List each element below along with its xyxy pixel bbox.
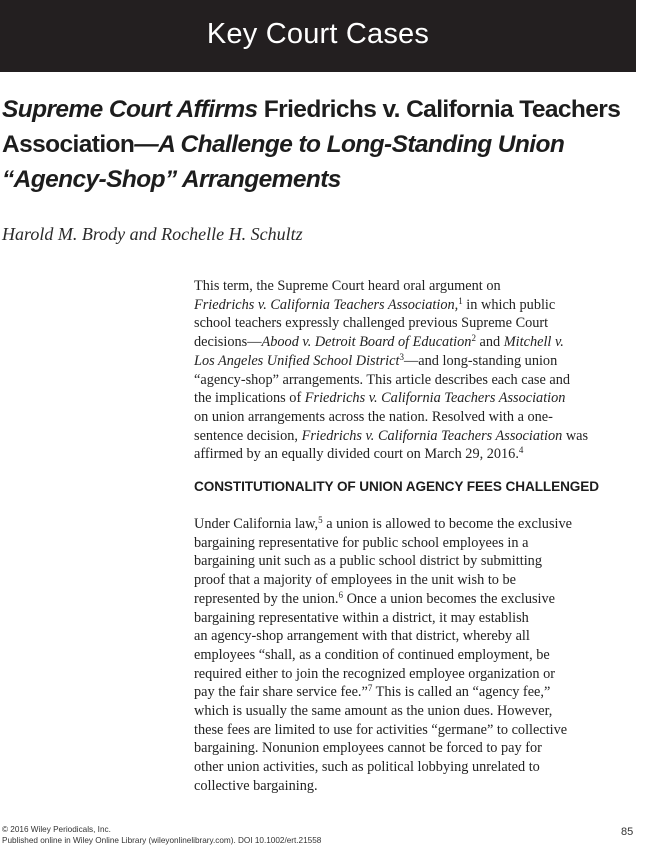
footnote-ref[interactable]: 3 (399, 351, 404, 362)
footnote-ref[interactable]: 5 (318, 515, 323, 525)
title-prefix: Supreme Court Affirms (2, 96, 264, 123)
section-heading: CONSTITUTIONALITY OF UNION AGENCY FEES CHALLENGED (194, 479, 599, 494)
title-subtitle-cont: “Agency-Shop” Arrangements (2, 166, 341, 193)
body-paragraph: Under California law,$^5$ a union is allowed to become the exclusive bargaining representative for public school employees in a bargaining unit such as a public school district by submitting proof that a majority of employees in the unit wish to be represented by the union.$^6$ Once a union becomes the exclusive bargaining representative within a district, it may establish an agency-shop arrangement with that district, whereby all employees “shall, as a condition of continued employment, be required either to join the recognized employee organization or pay the fair share service fee.”$^7$ This is called an “agency fee,” which is usually the same amount as the union dues. However, these fees are limited to use for activities “germane” to collective bargaining. Nonunion employees cannot be forced to pay for other union activities, such as political lobbying unrelated to collective bargaining. (194, 515, 572, 794)
title-case-name-cont: Association (2, 131, 135, 158)
footnote-ref[interactable]: 1 (458, 295, 463, 306)
intro-paragraph: This term, the Supreme Court heard oral argument on Friedrichs v. California Teachers Association,$^1$ in which public school teachers expressly challenged previous Supreme Court decisions—Abood v. Detroit Board of Education$^2$ and Mitchell v. Los Angeles Unified School District$^3$—and long-standing union “agency-shop” arrangements. This article describes each case and the implications of Friedrichs v. California Teachers Association on union arrangements across the nation. Resolved with a one- sentence decision, Friedrichs v. California Teachers Association was affirmed by an equally divided court on March 29, 2016.$^4$ (194, 278, 589, 463)
article-authors: Harold M. Brody and Rochelle H. Schultz (2, 224, 303, 244)
page-footer (2, 824, 321, 846)
copyright-notice: © 2016 Wiley Periodicals, Inc. (2, 825, 111, 834)
case-citation: Friedrichs v. California Teachers Association, (194, 296, 459, 313)
title-subtitle: —A Challenge to Long-Standing Union (134, 131, 565, 158)
title-case-name: Friedrichs v. California Teachers (263, 96, 621, 123)
case-citation: Los Angeles Unified School District (194, 352, 400, 369)
footnote-ref[interactable]: 6 (338, 589, 344, 600)
case-citation: Friedrichs v. California Teachers Association (304, 390, 566, 407)
case-citation: Mitchell v. (503, 334, 564, 351)
footnote-ref[interactable]: 7 (367, 683, 373, 694)
page-number: 85 (621, 826, 634, 838)
footnote-ref[interactable]: 4 (518, 445, 524, 456)
case-citation: Friedrichs v. California Teachers Association (301, 427, 563, 444)
footnote-ref[interactable]: 2 (471, 333, 476, 344)
article-title (2, 92, 622, 197)
case-citation: Abood v. Detroit Board of Education (261, 334, 472, 351)
publication-info: Published online in Wiley Online Library (wileyonlinelibrary.com). DOI 10.1002/ert.21558 (2, 836, 322, 845)
section-banner (0, 0, 636, 72)
banner-title: Key Court Cases (206, 18, 430, 50)
